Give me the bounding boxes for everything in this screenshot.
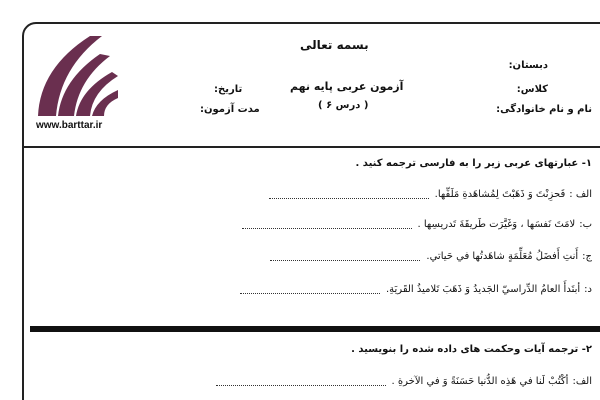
arabic-sentence: أكْتُبْ لَنا في هَذِه الدُّنيا حَسَنَةً وَ في الآخرةِ . [391, 375, 569, 387]
arabic-sentence: أَنتِ أَفضَلُ مُعَلِّمَةٍ شاهَدتُها في حَياتي. [426, 250, 579, 262]
school-label: دبستان: [508, 60, 548, 71]
question-1-item-d [240, 279, 592, 299]
question-1-item-c [270, 246, 592, 266]
item-label: ج: [582, 250, 592, 262]
lesson-label: ( درس ۶ ) [318, 100, 369, 111]
question-2-heading: ۲- ترجمه آیات وحکمت های داده شده را بنویسید . [351, 344, 592, 355]
answer-line[interactable] [242, 220, 412, 229]
duration-label: مدت آزمون: [200, 104, 260, 115]
question-2-item-a [216, 371, 592, 391]
exam-title: آزمون عربی پایه نهم [290, 80, 404, 93]
item-label: د: [584, 283, 592, 295]
arabic-sentence: أبتَدأَ العامُ الدِّراسيّ الجَديدُ وَ ذَهَبَ تَلاميذُ القَريَةِ. [385, 283, 581, 295]
item-label: الف: [572, 375, 592, 387]
item-label: ب: [579, 218, 592, 230]
answer-line[interactable] [240, 285, 380, 294]
barttar-logo [30, 28, 120, 123]
question-1-heading: ۱- عبارتهای عربی زیر را به فارسی ترجمه کنید . [355, 158, 592, 169]
date-label: تاریخ: [214, 84, 243, 95]
website-text: www.barttar.ir [36, 120, 103, 131]
answer-line[interactable] [270, 252, 420, 261]
section-divider [30, 326, 600, 332]
logo-arcs-icon [30, 28, 120, 123]
question-1-item-a [269, 184, 592, 204]
page-title: بسمه تعالی [300, 38, 369, 52]
question-1-item-b [242, 214, 592, 234]
answer-line[interactable] [216, 377, 386, 386]
arabic-sentence: لامَتَ نَفسَها ، وَغَيَّرَت طَريقَةَ تَدريسِها . [417, 218, 576, 230]
header-divider [22, 146, 600, 148]
arabic-sentence: فَحزِنْتَ وَ ذَهَبْتَ لِمُشاهَدةِ مَلَفِّها. [434, 188, 566, 200]
item-label: الف : [569, 188, 592, 200]
class-label: کلاس: [516, 84, 548, 95]
student-name-label: نام و نام خانوادگی: [496, 104, 592, 115]
answer-line[interactable] [269, 190, 429, 199]
